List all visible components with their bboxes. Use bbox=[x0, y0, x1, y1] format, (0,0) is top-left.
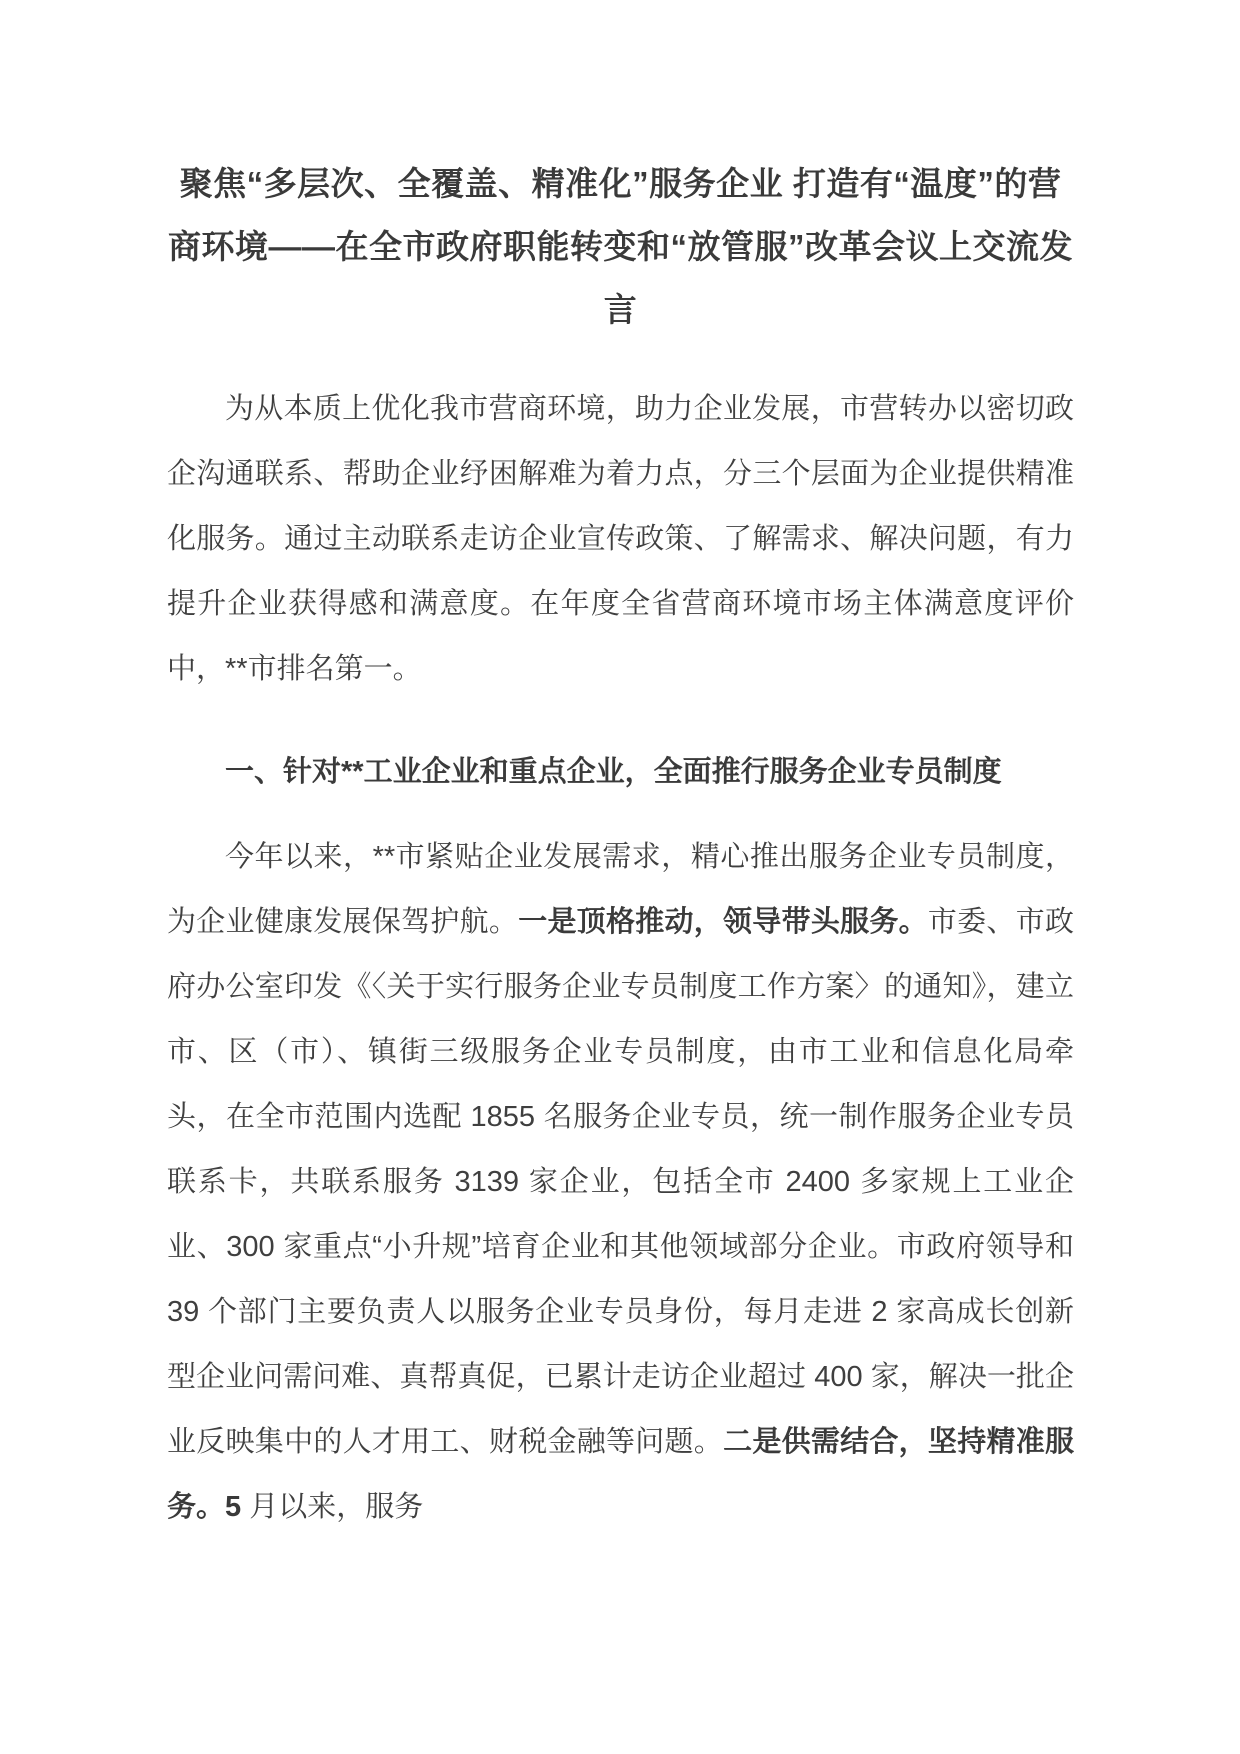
paragraph-intro bbox=[167, 377, 1074, 702]
text-run: 今年以来，**市紧贴企业发展需求，精心推出服务企业专员制度，为企业健康发展保驾护航。 bbox=[167, 841, 1074, 938]
bold-text-run: 一是顶格推动，领导带头服务。 bbox=[518, 906, 928, 938]
bold-text-run: 一、针对**工业企业和重点企业，全面推行服务企业专员制度 bbox=[225, 756, 1002, 788]
text-run: 月以来，服务 bbox=[241, 1491, 424, 1523]
section-heading-1 bbox=[167, 740, 1074, 805]
bold-text-run: 二是供需结合，坚持精准服务。5 bbox=[167, 1426, 1074, 1523]
text-run: 为从本质上优化我市营商环境，助力企业发展，市营转办以密切政企沟通联系、帮助企业纾困解难为着力点，分三个层面为企业提供精准化服务。通过主动联系走访企业宣传政策、了解需求、解决问题，有力提升企业获得感和满意度。在年度全省营商环境市场主体满意度评价中，**市排名第一。 bbox=[167, 393, 1074, 685]
paragraph-section-1 bbox=[167, 825, 1074, 1540]
document-title: 聚焦“多层次、全覆盖、精准化”服务企业 打造有“温度”的营商环境——在全市政府职能转变和“放管服”改革会议上交流发言 bbox=[168, 165, 1073, 328]
text-run: 市委、市政府办公室印发《〈关于实行服务企业专员制度工作方案〉的通知》，建立市、区（市）、镇街三级服务企业专员制度，由市工业和信息化局牵头，在全市范围内选配 1855 名服务企业专员，统一制作服务企业专员联系卡，共联系服务 3139 家企业，包括全市 2400 多家规上工业企业、300 家重点“小升规”培育企业和其他领域部分企业。市政府领导和 39 个部门主要负责人以服务企业专员身份，每月走进 2 家高成长创新型企业问需问难、真帮真促，已累计走访企业超过 400 家，解决一批企业反映集中的人才用工、财税金融等问题。 bbox=[167, 906, 1074, 1458]
